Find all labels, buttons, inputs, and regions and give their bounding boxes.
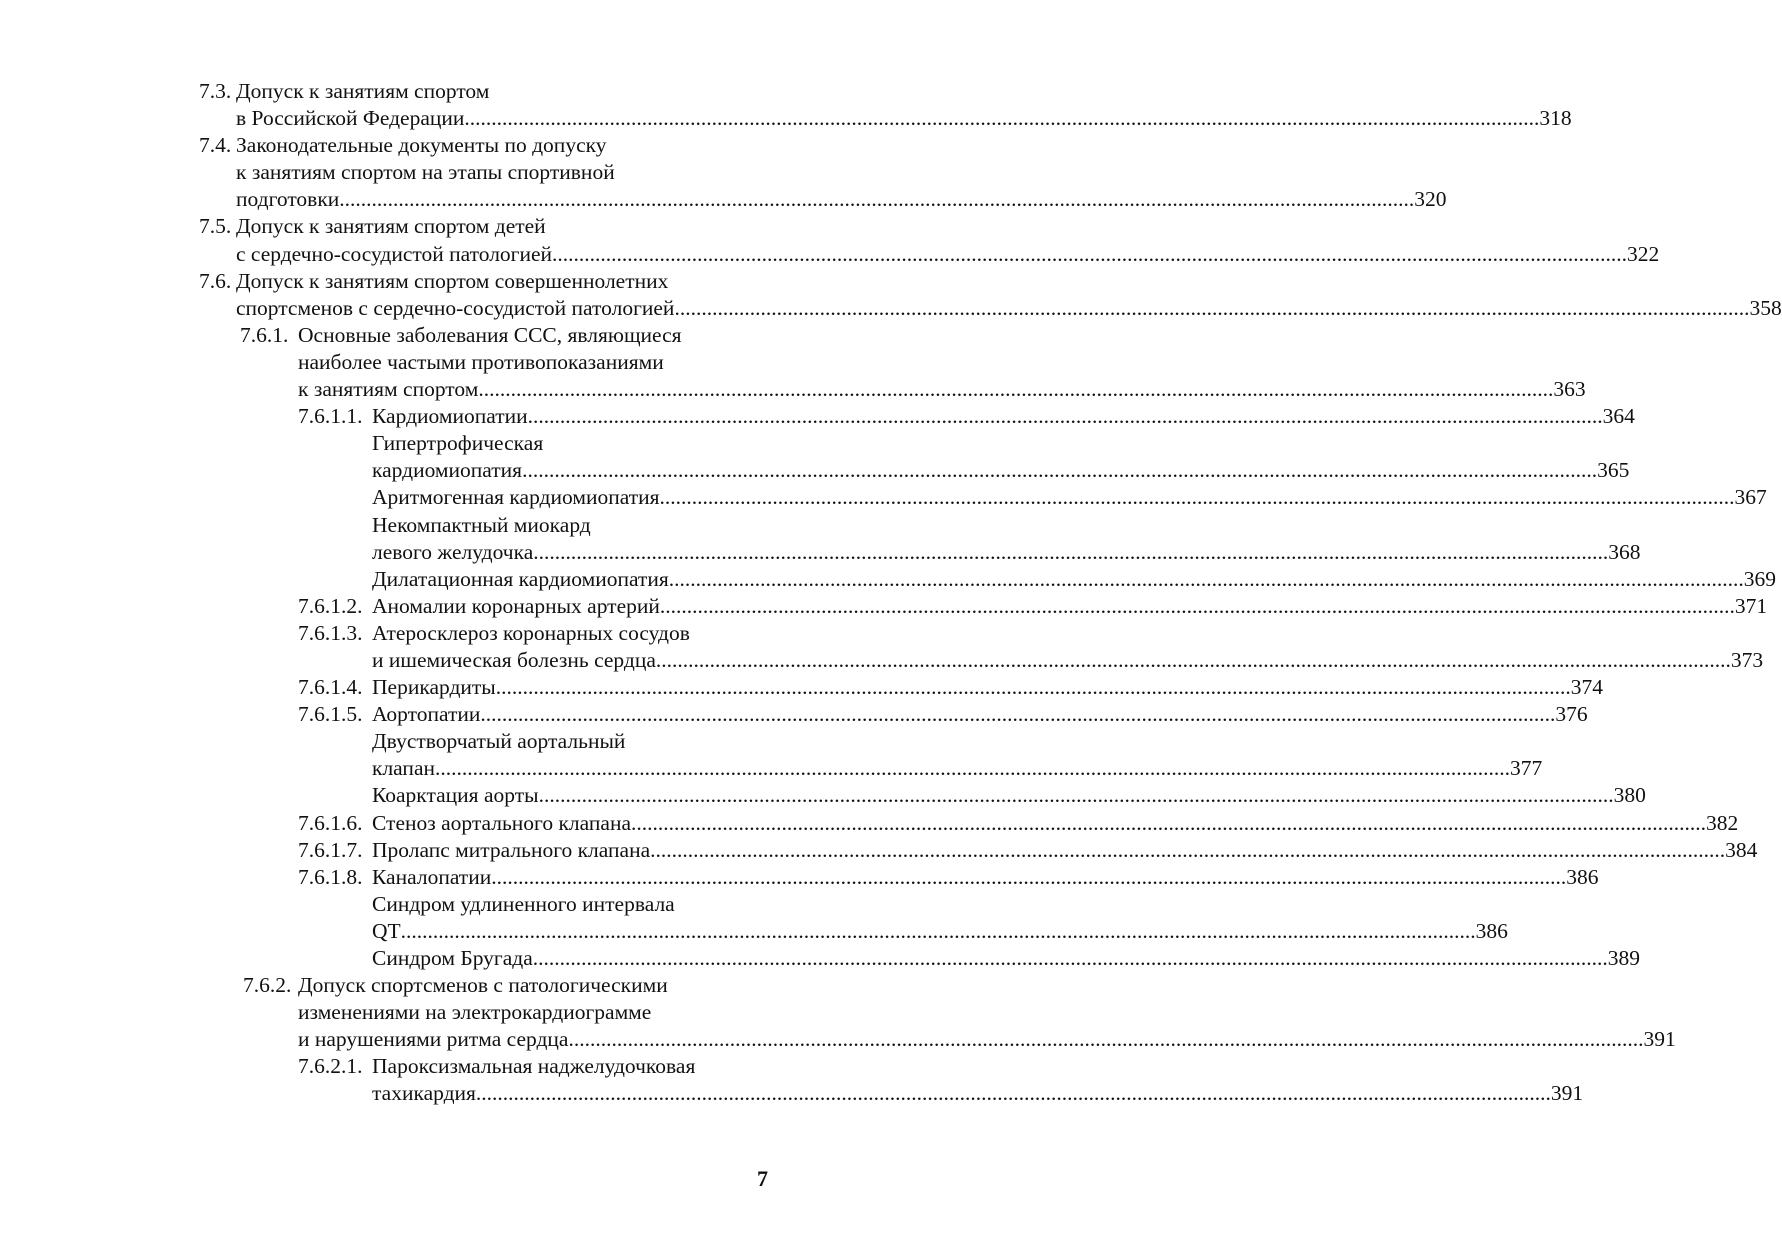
toc-page-number: 389: [1607, 946, 1641, 970]
toc-page-number: 363: [1553, 377, 1586, 402]
dot-leader: ........................................................................................................................................................................................................: [464, 106, 1540, 131]
toc-entry-title: Стеноз аортального клапана: [372, 810, 631, 835]
toc-entry-title: Синдром удлиненного интервала: [372, 891, 675, 916]
dot-leader: ........................................................................................................................................................................................................: [495, 675, 1571, 700]
toc-entry-link[interactable]: [236, 186, 1447, 213]
toc-entry-title: Аортопатии: [372, 702, 481, 727]
toc-line: [0, 755, 1543, 782]
dot-leader: ........................................................................................................................................................................................................: [475, 1081, 1551, 1106]
dot-leader: ........................................................................................................................................................................................................: [480, 702, 1556, 727]
toc-page-number: 358: [1749, 295, 1782, 320]
toc-entry-title: Основные заболевания ССС, являющиеся: [298, 322, 682, 347]
toc-entry-link[interactable]: [372, 755, 1543, 782]
toc-page-number: 384: [1725, 837, 1758, 862]
toc-entry-number: 7.6.1.8.: [298, 864, 363, 889]
toc-entry-link[interactable]: [372, 810, 1739, 837]
toc-entry-title: Допуск к занятиям спортом детей: [236, 214, 546, 239]
dot-leader: ........................................................................................................................................................................................................: [491, 864, 1567, 889]
toc-line: [0, 701, 1588, 728]
toc-line: [0, 972, 857, 999]
toc-entry-title: наиболее частыми противопоказаниями: [298, 349, 664, 374]
toc-line: [0, 295, 1782, 322]
toc-page-number: 368: [1608, 539, 1641, 564]
dot-leader: ........................................................................................................................................................................................................: [668, 566, 1744, 591]
toc-entry-title: Коарктация аорты: [372, 783, 539, 808]
toc-entry-link[interactable]: [372, 1080, 1584, 1107]
toc-page-number: 367: [1734, 485, 1767, 510]
toc-entry-title: Пролапс митрального клапана: [372, 837, 651, 862]
dot-leader: ........................................................................................................................................................................................................: [339, 187, 1415, 212]
toc-page-number: 382: [1706, 810, 1739, 835]
toc-entry-link[interactable]: [372, 484, 1767, 511]
toc-line: [0, 403, 1635, 430]
toc-entry-link[interactable]: [372, 864, 1599, 891]
toc-entry-title: Аритмогенная кардиомиопатия: [372, 485, 660, 510]
toc-page-number: 365: [1597, 458, 1630, 483]
toc-entry-title: в Российской Федерации: [236, 106, 465, 131]
toc-line: [0, 782, 1646, 809]
toc-line: [0, 1053, 857, 1080]
toc-entry-title: Законодательные документы по допуску: [236, 133, 607, 158]
toc-entry-title: к занятиям спортом: [298, 377, 479, 402]
toc-entry-link[interactable]: [236, 295, 1782, 322]
toc-line: [0, 999, 857, 1026]
dot-leader: ........................................................................................................................................................................................................: [568, 1027, 1644, 1052]
toc-page-number: 318: [1539, 106, 1572, 131]
toc-line: [0, 241, 1660, 268]
toc-line: [0, 159, 857, 186]
toc-entry-title: тахикардия: [372, 1081, 476, 1106]
toc-entry-link[interactable]: [298, 1026, 1676, 1053]
toc-line: [0, 376, 1586, 403]
toc-line: [0, 539, 1641, 566]
toc-entry-title: Перикардиты: [372, 675, 496, 700]
toc-entry-title: QT: [372, 918, 401, 943]
toc-line: [0, 1080, 1584, 1107]
toc-entry-title: Некомпактный миокард: [372, 512, 591, 537]
toc-line: [0, 593, 1768, 620]
dot-leader: ........................................................................................................................................................................................................: [659, 485, 1735, 510]
toc-entry-number: 7.6.: [199, 268, 232, 293]
toc-entry-title: к занятиям спортом на этапы спортивной: [236, 160, 615, 185]
toc-entry-link[interactable]: [372, 945, 1641, 972]
toc-entry-number: 7.6.2.: [243, 973, 292, 998]
toc-line: [0, 349, 857, 376]
toc-entry-link[interactable]: [236, 241, 1660, 268]
toc-entry-title: Допуск к занятиям спортом: [236, 79, 490, 103]
toc-entry-link[interactable]: [372, 837, 1758, 864]
toc-entry-link[interactable]: [298, 376, 1586, 403]
dot-leader: ........................................................................................................................................................................................................: [522, 458, 1598, 483]
toc-entry-number: 7.6.1.3.: [298, 620, 363, 645]
toc-line: [0, 78, 857, 105]
toc-entry-title: и ишемическая болезнь сердца: [372, 647, 656, 672]
toc-entry-number: 7.6.1.5.: [298, 702, 363, 727]
toc-page-number: 364: [1602, 404, 1635, 429]
toc-page-number: 376: [1555, 702, 1588, 727]
dot-leader: ........................................................................................................................................................................................................: [400, 918, 1476, 943]
toc-entry-title: Допуск спортсменов с патологическими: [298, 973, 668, 998]
dot-leader: ........................................................................................................................................................................................................: [478, 377, 1554, 402]
dot-leader: ........................................................................................................................................................................................................: [674, 295, 1750, 320]
toc-entry-title: Пароксизмальная наджелудочковая: [372, 1054, 696, 1079]
toc-line: [0, 430, 857, 457]
toc-entry-title: Каналопатии: [372, 864, 492, 889]
toc-entry-number: 7.3.: [199, 79, 232, 103]
toc-entry-title: Дилатационная кардиомиопатия: [372, 566, 669, 591]
toc-line: [0, 647, 1764, 674]
toc-entry-link[interactable]: [372, 566, 1776, 593]
toc-entry-number: 7.6.1.6.: [298, 810, 363, 835]
toc-entry-number: 7.6.1.: [240, 322, 289, 347]
toc-line: [0, 186, 1447, 213]
toc-line: [0, 864, 1599, 891]
dot-leader: ........................................................................................................................................................................................................: [655, 647, 1731, 672]
toc-entry-title: и нарушениями ритма сердца: [298, 1027, 569, 1052]
toc-line: [0, 105, 1572, 132]
toc-page-number: 391: [1550, 1081, 1584, 1106]
dot-leader: ........................................................................................................................................................................................................: [659, 593, 1735, 618]
toc-line: [0, 674, 1603, 701]
dot-leader: ........................................................................................................................................................................................................: [533, 539, 1609, 564]
toc-line: [0, 566, 1776, 593]
toc-page-number: 380: [1613, 783, 1646, 808]
toc-line: [0, 918, 1508, 945]
toc-entry-link[interactable]: [372, 539, 1641, 566]
toc-entry-title: подготовки: [236, 187, 340, 212]
toc-page-number: 386: [1566, 864, 1599, 889]
page-number: 7: [757, 1166, 768, 1191]
toc-entry-number: 7.4.: [199, 133, 232, 158]
toc-page-number: 377: [1510, 756, 1543, 781]
toc-entry-link[interactable]: [372, 647, 1764, 674]
toc-entry-number: 7.6.2.1.: [298, 1054, 363, 1079]
toc-entry-title: Аномалии коронарных артерий: [372, 593, 660, 618]
toc-entry-number: 7.5.: [199, 214, 232, 239]
toc-entry-number: 7.6.1.1.: [298, 404, 363, 429]
toc-entry-number: 7.6.1.2.: [298, 593, 363, 618]
toc-line: [0, 322, 857, 349]
toc-line: [0, 484, 1767, 511]
toc-entry-link[interactable]: [372, 674, 1603, 701]
toc-line: [0, 457, 1630, 484]
toc-entry-link[interactable]: [372, 701, 1588, 728]
toc-entry-link[interactable]: [372, 918, 1508, 945]
dot-leader: ........................................................................................................................................................................................................: [650, 837, 1726, 862]
toc-entry-title: Атеросклероз коронарных сосудов: [372, 620, 690, 645]
toc-entry-link[interactable]: [372, 457, 1630, 484]
toc-line: [0, 728, 857, 755]
toc-page-number: 386: [1475, 918, 1508, 943]
toc-line: [0, 620, 857, 647]
toc-entry-link[interactable]: [236, 105, 1572, 132]
toc-line: [0, 810, 1739, 837]
toc-line: [0, 837, 1758, 864]
toc-entry-title: Кардиомиопатии: [372, 404, 528, 429]
toc-entry-title: Гипертрофическая: [372, 431, 544, 456]
toc-entry-title: левого желудочка: [372, 539, 534, 564]
toc-entry-link[interactable]: [372, 403, 1635, 430]
toc-page-number: 373: [1730, 647, 1764, 672]
toc-entry-title: клапан: [372, 756, 435, 781]
toc-page-number: 320: [1414, 187, 1447, 212]
toc-entry-link[interactable]: [372, 782, 1646, 809]
toc-line: [0, 268, 857, 295]
toc-entry-title: Двустворчатый аортальный: [372, 729, 626, 754]
toc-line: [0, 891, 857, 918]
toc-page-number: 371: [1734, 593, 1768, 618]
toc-line: [0, 945, 1641, 972]
dot-leader: ........................................................................................................................................................................................................: [552, 241, 1628, 266]
toc-entry-link[interactable]: [372, 593, 1768, 620]
toc-page-number: 391: [1643, 1027, 1676, 1052]
dot-leader: ........................................................................................................................................................................................................: [631, 810, 1706, 835]
toc-line: [0, 132, 857, 159]
dot-leader: ........................................................................................................................................................................................................: [538, 783, 1614, 808]
toc-line: [0, 1026, 1676, 1053]
toc-line: [0, 213, 857, 240]
toc-line: [0, 512, 857, 539]
toc-page-number: 374: [1570, 675, 1603, 700]
toc-entry-number: 7.6.1.7.: [298, 837, 363, 862]
toc-page-number: 322: [1627, 241, 1660, 266]
toc-entry-title: изменениями на электрокардиограмме: [298, 1000, 652, 1025]
dot-leader: ........................................................................................................................................................................................................: [527, 404, 1603, 429]
toc-entry-title: кардиомиопатия: [372, 458, 523, 483]
toc-entry-title: спортсменов с сердечно-сосудистой патологией: [236, 295, 675, 320]
table-of-contents: [0, 78, 1782, 1108]
dot-leader: ........................................................................................................................................................................................................: [532, 946, 1608, 970]
toc-entry-number: 7.6.1.4.: [298, 675, 363, 700]
toc-entry-title: Синдром Бругада: [372, 946, 533, 970]
dot-leader: ........................................................................................................................................................................................................: [435, 756, 1510, 781]
toc-entry-title: Допуск к занятиям спортом совершеннолетних: [236, 268, 669, 293]
toc-entry-title: с сердечно-сосудистой патологией: [236, 241, 553, 266]
toc-page-number: 369: [1743, 566, 1776, 591]
